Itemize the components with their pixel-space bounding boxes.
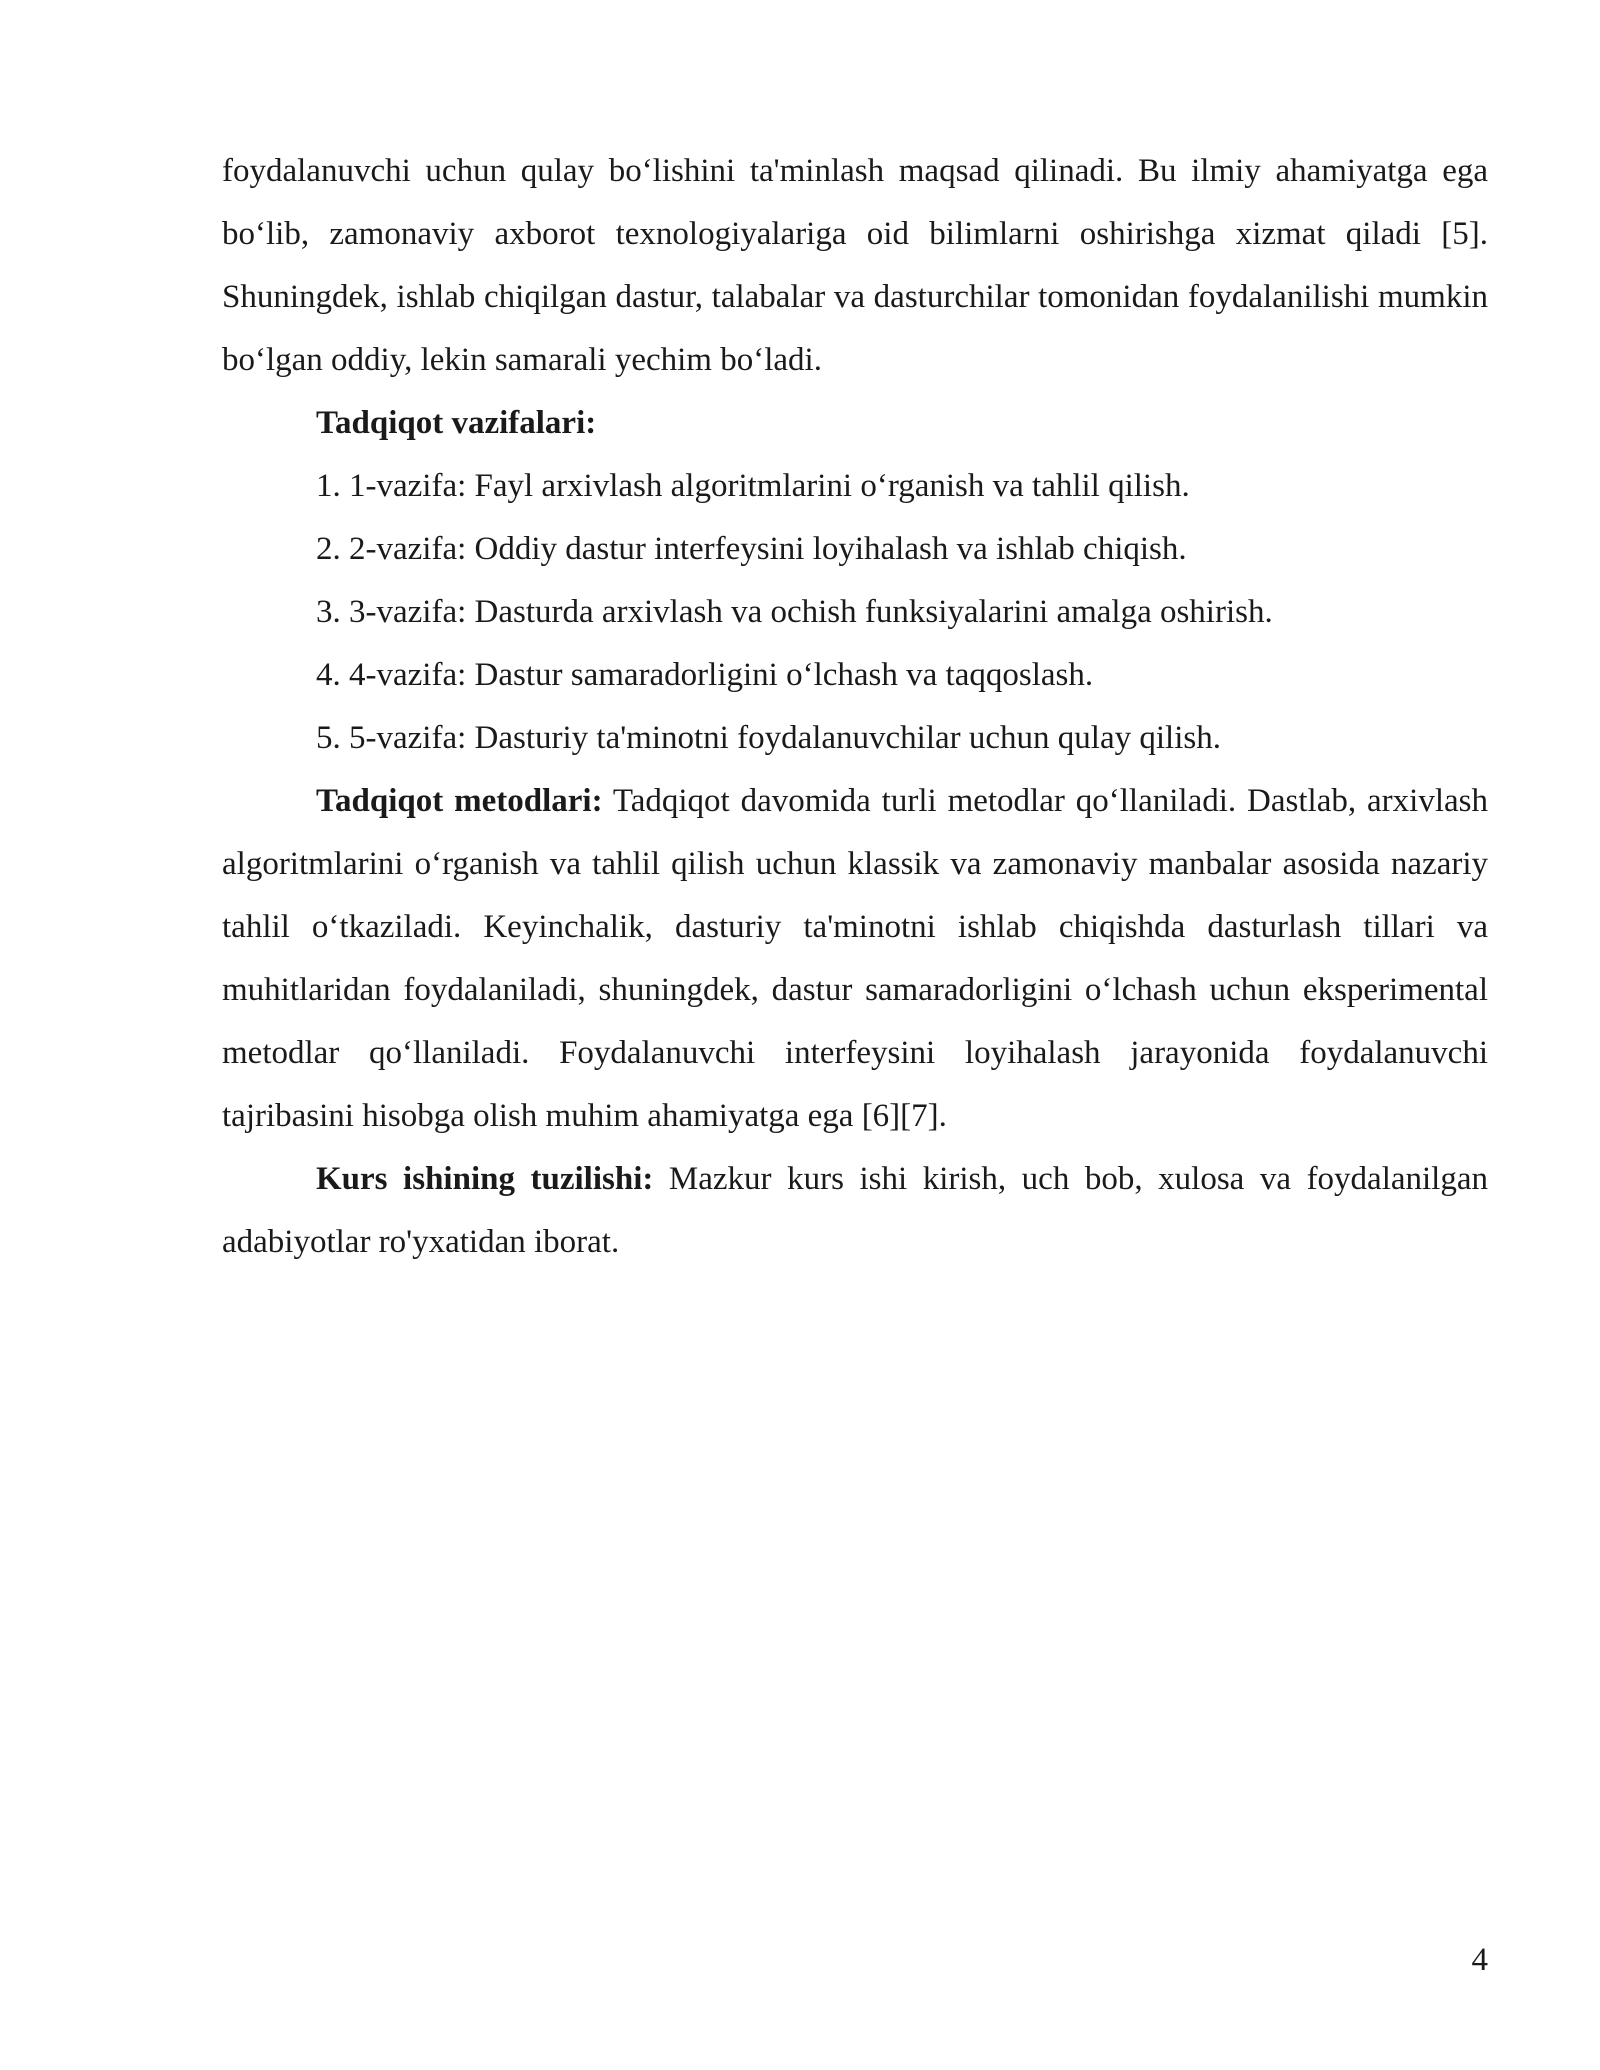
methods-lead: Tadqiqot metodlari:	[316, 783, 603, 819]
page-content	[222, 140, 1488, 1274]
list-item: 5. 5-vazifa: Dasturiy ta'minotni foydalanuvchilar uchun qulay qilish.	[316, 720, 1221, 756]
methods-text: Tadqiqot davomida turli metodlar qo‘llaniladi. Dastlab, arxivlash algoritmlarini o‘rganish va tahlil qilish uchun klassik va zamonaviy manbalar asosida nazariy tahlil o‘tkaziladi. Keyinchalik, dasturiy ta'minotni ishlab chiqishda dasturlash tillari va muhitlaridan foydalaniladi, shuningdek, dastur samaradorligini o‘lchash uchun eksperimental metodlar qo‘llaniladi. Foydalanuvchi interfeysini loyihalash jarayonida foydalanuvchi tajribasini hisobga olish muhim ahamiyatga ega [6][7].	[222, 783, 1488, 1134]
list-item: 3. 3-vazifa: Dasturda arxivlash va ochish funksiyalarini amalga oshirish.	[316, 594, 1273, 630]
tasks-heading: Tadqiqot vazifalari:	[316, 405, 597, 441]
intro-paragraph: foydalanuvchi uchun qulay bo‘lishini ta'minlash maqsad qilinadi. Bu ilmiy ahamiyatga ega bo‘lib, zamonaviy axborot texnologiyalariga oid bilimlarni oshirishga xizmat qiladi [5]. Shuningdek, ishlab chiqilgan dastur, talabalar va dasturchilar tomonidan foydalanilishi mumkin bo‘lgan oddiy, lekin samarali yechim bo‘ladi.	[222, 153, 1488, 378]
page-number: 4	[1471, 1942, 1488, 1978]
structure-paragraph	[222, 1148, 1488, 1274]
list-item: 2. 2-vazifa: Oddiy dastur interfeysini loyihalash va ishlab chiqish.	[316, 531, 1187, 567]
methods-paragraph	[222, 770, 1488, 1148]
tasks-list	[222, 455, 1488, 770]
structure-lead: Kurs ishining tuzilishi:	[316, 1161, 654, 1197]
structure-text: Mazkur kurs ishi kirish, uch bob, xulosa va foydalanilgan adabiyotlar ro'yxatidan iborat.	[222, 1161, 1489, 1260]
list-item: 1. 1-vazifa: Fayl arxivlash algoritmlarini o‘rganish va tahlil qilish.	[316, 468, 1190, 504]
list-item: 4. 4-vazifa: Dastur samaradorligini o‘lchash va taqqoslash.	[316, 657, 1094, 693]
